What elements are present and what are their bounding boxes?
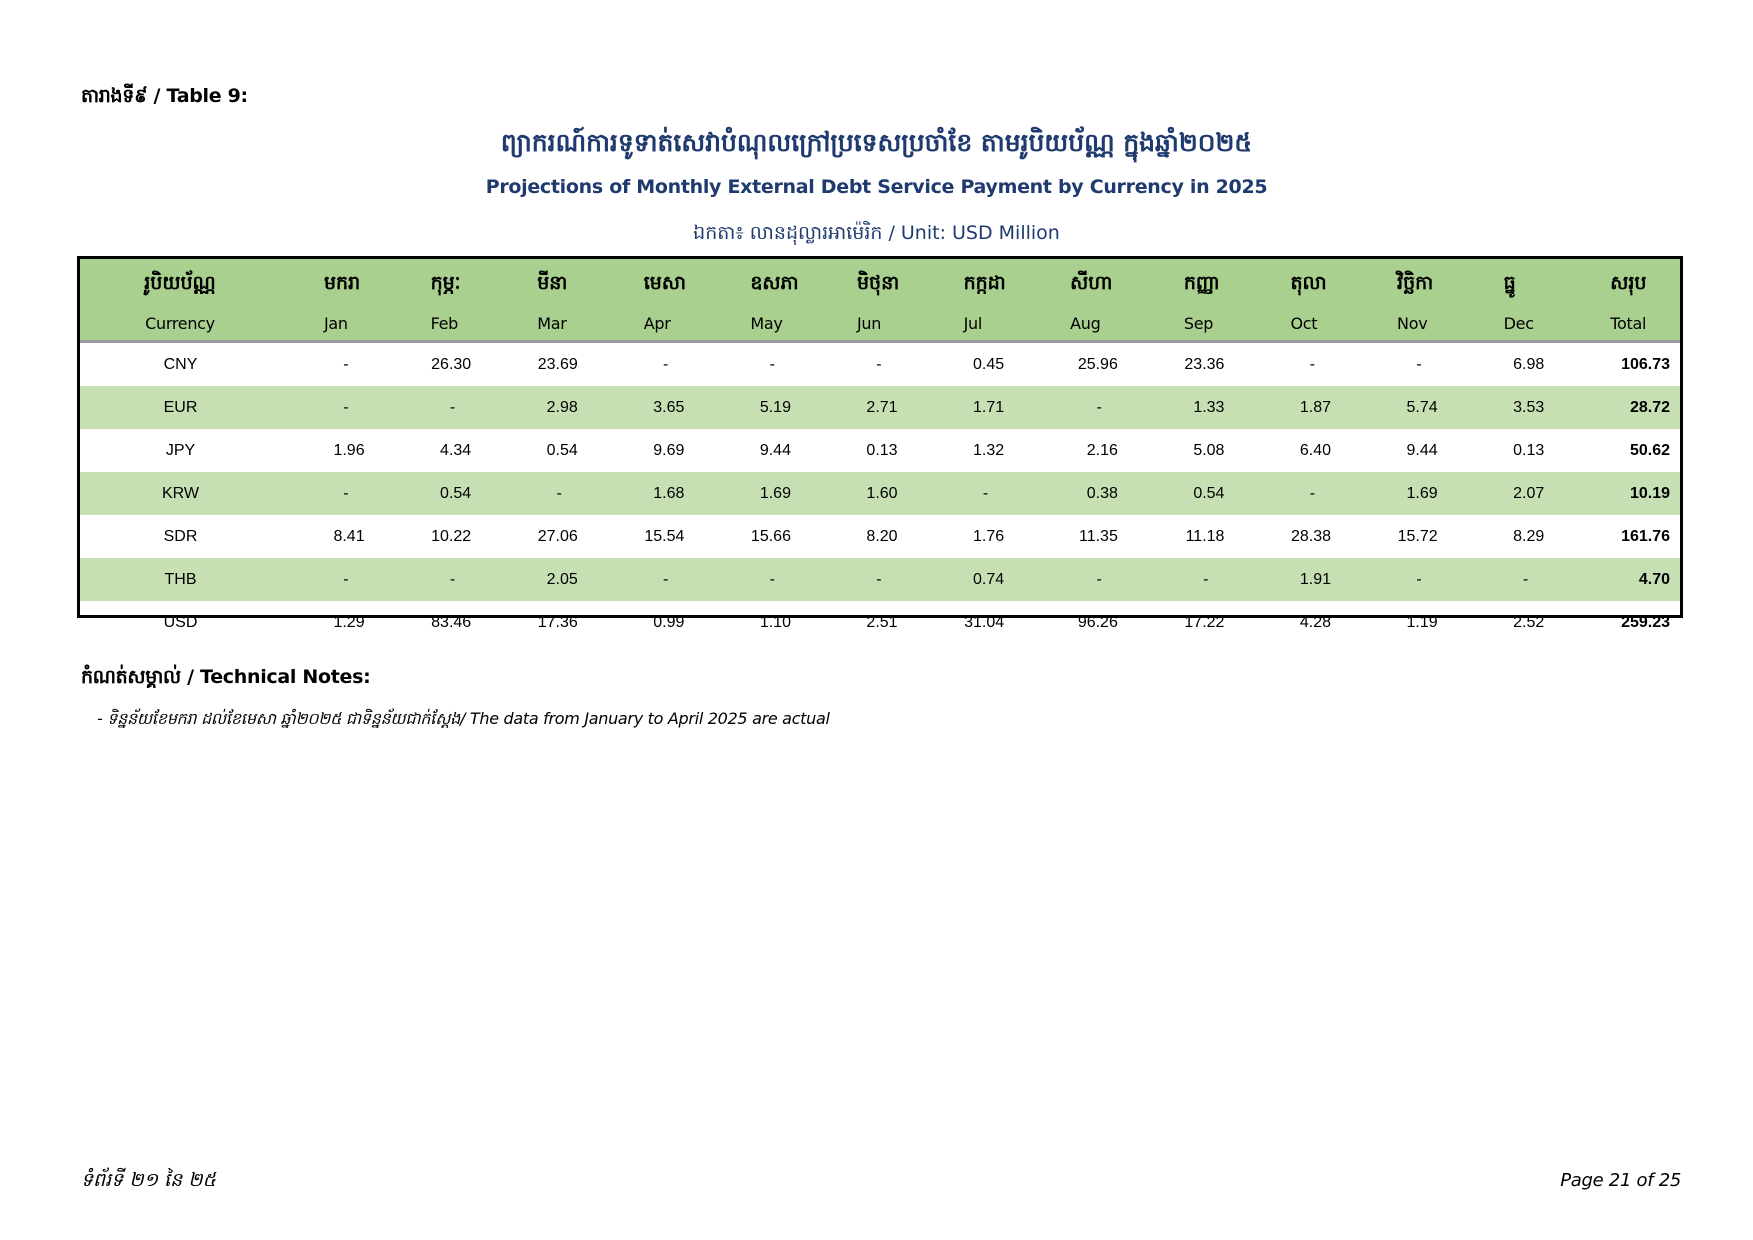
total-cell: 28.72 bbox=[1566, 386, 1680, 429]
value-cell: 1.96 bbox=[333, 441, 365, 459]
value-cell: 6.98 bbox=[1513, 355, 1545, 373]
value-cell: 0.54 bbox=[387, 472, 494, 515]
header-km-nov: វិច្ឆិកា bbox=[1353, 259, 1460, 306]
header-en-aug: Aug bbox=[1026, 306, 1140, 342]
page-number: Page 21 of 25 bbox=[1560, 1170, 1681, 1191]
value-cell: 15.54 bbox=[644, 527, 685, 545]
debt-service-table bbox=[77, 256, 1683, 631]
note-line: - ទិន្នន័យខែមករា ដល់ខែមេសា ឆ្នាំ២០២៥ ជាទិន្នន័យជាក់ស្តែង/ The data from January to April 2025 are actual bbox=[97, 709, 830, 728]
currency-cell: EUR bbox=[80, 386, 280, 429]
header-km-total: សរុប bbox=[1566, 259, 1680, 306]
value-cell: 1.32 bbox=[973, 441, 1005, 459]
page-number-khmer: ទំព័រទី ២១ នៃ ២៥ bbox=[81, 1169, 217, 1191]
value-cell: - bbox=[280, 558, 387, 601]
value-cell: 1.60 bbox=[813, 472, 920, 515]
header-km-currency: រូបិយប័ណ្ណ bbox=[80, 259, 280, 306]
value-cell: 0.54 bbox=[1140, 472, 1247, 515]
header-km-aug: សីហា bbox=[1026, 259, 1140, 306]
value-cell: 1.10 bbox=[759, 613, 791, 631]
value-cell: 0.38 bbox=[1026, 472, 1140, 515]
value-cell: 2.16 bbox=[1086, 441, 1118, 459]
value-cell: 8.41 bbox=[333, 527, 365, 545]
value-cell: 4.34 bbox=[440, 441, 472, 459]
value-cell: 5.08 bbox=[1193, 441, 1225, 459]
unit-label: ឯកតា៖ លានដុល្លារអាម៉េរិក / Unit: USD Million bbox=[693, 222, 1060, 244]
value-cell: 0.13 bbox=[866, 441, 898, 459]
value-cell: 1.69 bbox=[706, 472, 813, 515]
header-en-total: Total bbox=[1566, 306, 1680, 342]
table-row bbox=[80, 601, 1680, 644]
currency-cell: JPY bbox=[165, 441, 196, 459]
header-km-jan: មករា bbox=[280, 259, 387, 306]
value-cell: - bbox=[663, 355, 669, 373]
total-cell: 4.70 bbox=[1566, 558, 1680, 601]
value-cell: - bbox=[876, 355, 882, 373]
total-cell: 10.19 bbox=[1566, 472, 1680, 515]
value-cell: 8.20 bbox=[866, 527, 898, 545]
value-cell: 1.71 bbox=[920, 386, 1027, 429]
total-cell: 106.73 bbox=[1621, 355, 1670, 373]
value-cell: 28.38 bbox=[1291, 527, 1332, 545]
value-cell: 5.74 bbox=[1353, 386, 1460, 429]
value-cell: 9.69 bbox=[653, 441, 685, 459]
value-cell: 11.35 bbox=[1079, 527, 1118, 545]
value-cell: - bbox=[813, 558, 920, 601]
header-en-apr: Apr bbox=[600, 306, 707, 342]
value-cell: - bbox=[1460, 558, 1567, 601]
value-cell: 1.19 bbox=[1406, 613, 1438, 631]
value-cell: 0.13 bbox=[1513, 441, 1545, 459]
header-en-sep: Sep bbox=[1140, 306, 1247, 342]
value-cell: - bbox=[1026, 558, 1140, 601]
table-row bbox=[80, 515, 1680, 558]
value-cell: - bbox=[1140, 558, 1247, 601]
value-cell: - bbox=[280, 472, 387, 515]
value-cell: 9.44 bbox=[759, 441, 791, 459]
value-cell: 15.72 bbox=[1397, 527, 1438, 545]
header-km-feb: កុម្ភៈ bbox=[387, 259, 494, 306]
value-cell: 3.53 bbox=[1460, 386, 1567, 429]
value-cell: - bbox=[706, 558, 813, 601]
value-cell: 2.52 bbox=[1513, 613, 1545, 631]
value-cell: 8.29 bbox=[1513, 527, 1545, 545]
header-en-jan: Jan bbox=[280, 306, 387, 342]
value-cell: 27.06 bbox=[537, 527, 578, 545]
total-cell: 259.23 bbox=[1621, 613, 1670, 631]
header-km-mar: មីនា bbox=[493, 259, 600, 306]
value-cell: 3.65 bbox=[600, 386, 707, 429]
value-cell: 17.36 bbox=[537, 613, 578, 631]
value-cell: 1.91 bbox=[1246, 558, 1353, 601]
title-khmer: ព្យាករណ៍ការទូទាត់សេវាបំណុលក្រៅប្រទេសប្រចាំខែ តាមរូបិយប័ណ្ណ ក្នុងឆ្នាំ២០២៥ bbox=[500, 128, 1253, 157]
value-cell: 23.69 bbox=[537, 355, 578, 373]
value-cell: - bbox=[1309, 355, 1316, 373]
value-cell: 2.71 bbox=[813, 386, 920, 429]
value-cell: 4.28 bbox=[1299, 613, 1332, 631]
header-en-jun: Jun bbox=[813, 306, 920, 342]
header-km-jun: មិថុនា bbox=[813, 259, 920, 306]
currency-cell: USD bbox=[163, 613, 198, 631]
table-row bbox=[80, 386, 1680, 429]
header-en-feb: Feb bbox=[387, 306, 494, 342]
value-cell: 0.45 bbox=[973, 355, 1005, 373]
value-cell: 1.69 bbox=[1353, 472, 1460, 515]
value-cell: 17.22 bbox=[1184, 613, 1225, 631]
value-cell: 25.96 bbox=[1077, 355, 1118, 373]
header-km-jul: កក្កដា bbox=[920, 259, 1027, 306]
value-cell: 1.33 bbox=[1140, 386, 1247, 429]
header-en-may: May bbox=[706, 306, 813, 342]
table-row bbox=[80, 558, 1680, 601]
value-cell: - bbox=[1416, 355, 1422, 373]
value-cell: 0.74 bbox=[920, 558, 1027, 601]
header-km-sep: កញ្ញា bbox=[1140, 259, 1247, 306]
value-cell: - bbox=[343, 355, 349, 373]
header-en-jul: Jul bbox=[920, 306, 1027, 342]
value-cell: 31.04 bbox=[964, 613, 1005, 631]
header-km-oct: តុលា bbox=[1246, 259, 1353, 306]
notes-title: កំណត់សម្គាល់ / Technical Notes: bbox=[81, 666, 371, 688]
value-cell: - bbox=[1246, 472, 1353, 515]
value-cell: 23.36 bbox=[1184, 355, 1225, 373]
value-cell: 83.46 bbox=[431, 613, 472, 631]
header-en-nov: Nov bbox=[1353, 306, 1460, 342]
header-en-oct: Oct bbox=[1246, 306, 1353, 342]
header-km-dec: ធ្នូ bbox=[1460, 259, 1567, 306]
value-cell: - bbox=[1026, 386, 1140, 429]
value-cell: - bbox=[600, 558, 707, 601]
currency-cell: SDR bbox=[163, 527, 198, 545]
value-cell: 2.05 bbox=[493, 558, 600, 601]
value-cell: 15.66 bbox=[750, 527, 791, 545]
value-cell: - bbox=[280, 386, 387, 429]
header-row-english bbox=[80, 306, 1680, 342]
table-row bbox=[80, 342, 1680, 387]
table-row bbox=[80, 429, 1680, 472]
value-cell: 2.07 bbox=[1460, 472, 1567, 515]
value-cell: - bbox=[493, 472, 600, 515]
table-row bbox=[80, 472, 1680, 515]
value-cell: 2.98 bbox=[493, 386, 600, 429]
value-cell: 0.54 bbox=[546, 441, 578, 459]
value-cell: 1.29 bbox=[333, 613, 365, 631]
table-label: តារាងទី៩ / Table 9: bbox=[81, 85, 248, 107]
currency-cell: KRW bbox=[80, 472, 280, 515]
value-cell: - bbox=[387, 558, 494, 601]
value-cell: - bbox=[1353, 558, 1460, 601]
header-km-may: ឧសភា bbox=[706, 259, 813, 306]
value-cell: 6.40 bbox=[1299, 441, 1332, 459]
value-cell: 1.76 bbox=[973, 527, 1005, 545]
value-cell: 96.26 bbox=[1077, 613, 1118, 631]
title-english: Projections of Monthly External Debt Service Payment by Currency in 2025 bbox=[485, 176, 1268, 198]
value-cell: 0.99 bbox=[653, 613, 685, 631]
value-cell: 1.87 bbox=[1246, 386, 1353, 429]
header-en-currency: Currency bbox=[80, 306, 280, 342]
value-cell: - bbox=[920, 472, 1027, 515]
header-km-apr: មេសា bbox=[600, 259, 707, 306]
currency-cell: THB bbox=[80, 558, 280, 601]
value-cell: - bbox=[387, 386, 494, 429]
value-cell: 10.22 bbox=[431, 527, 472, 545]
currency-cell: CNY bbox=[163, 355, 198, 373]
value-cell: - bbox=[769, 355, 775, 373]
value-cell: 26.30 bbox=[431, 355, 472, 373]
value-cell: 2.51 bbox=[866, 613, 898, 631]
header-en-mar: Mar bbox=[493, 306, 600, 342]
value-cell: 1.68 bbox=[600, 472, 707, 515]
value-cell: 5.19 bbox=[706, 386, 813, 429]
header-row-khmer bbox=[80, 259, 1680, 306]
value-cell: 9.44 bbox=[1406, 441, 1438, 459]
value-cell: 11.18 bbox=[1185, 527, 1225, 545]
total-cell: 161.76 bbox=[1621, 527, 1670, 545]
header-en-dec: Dec bbox=[1460, 306, 1567, 342]
total-cell: 50.62 bbox=[1629, 441, 1670, 459]
